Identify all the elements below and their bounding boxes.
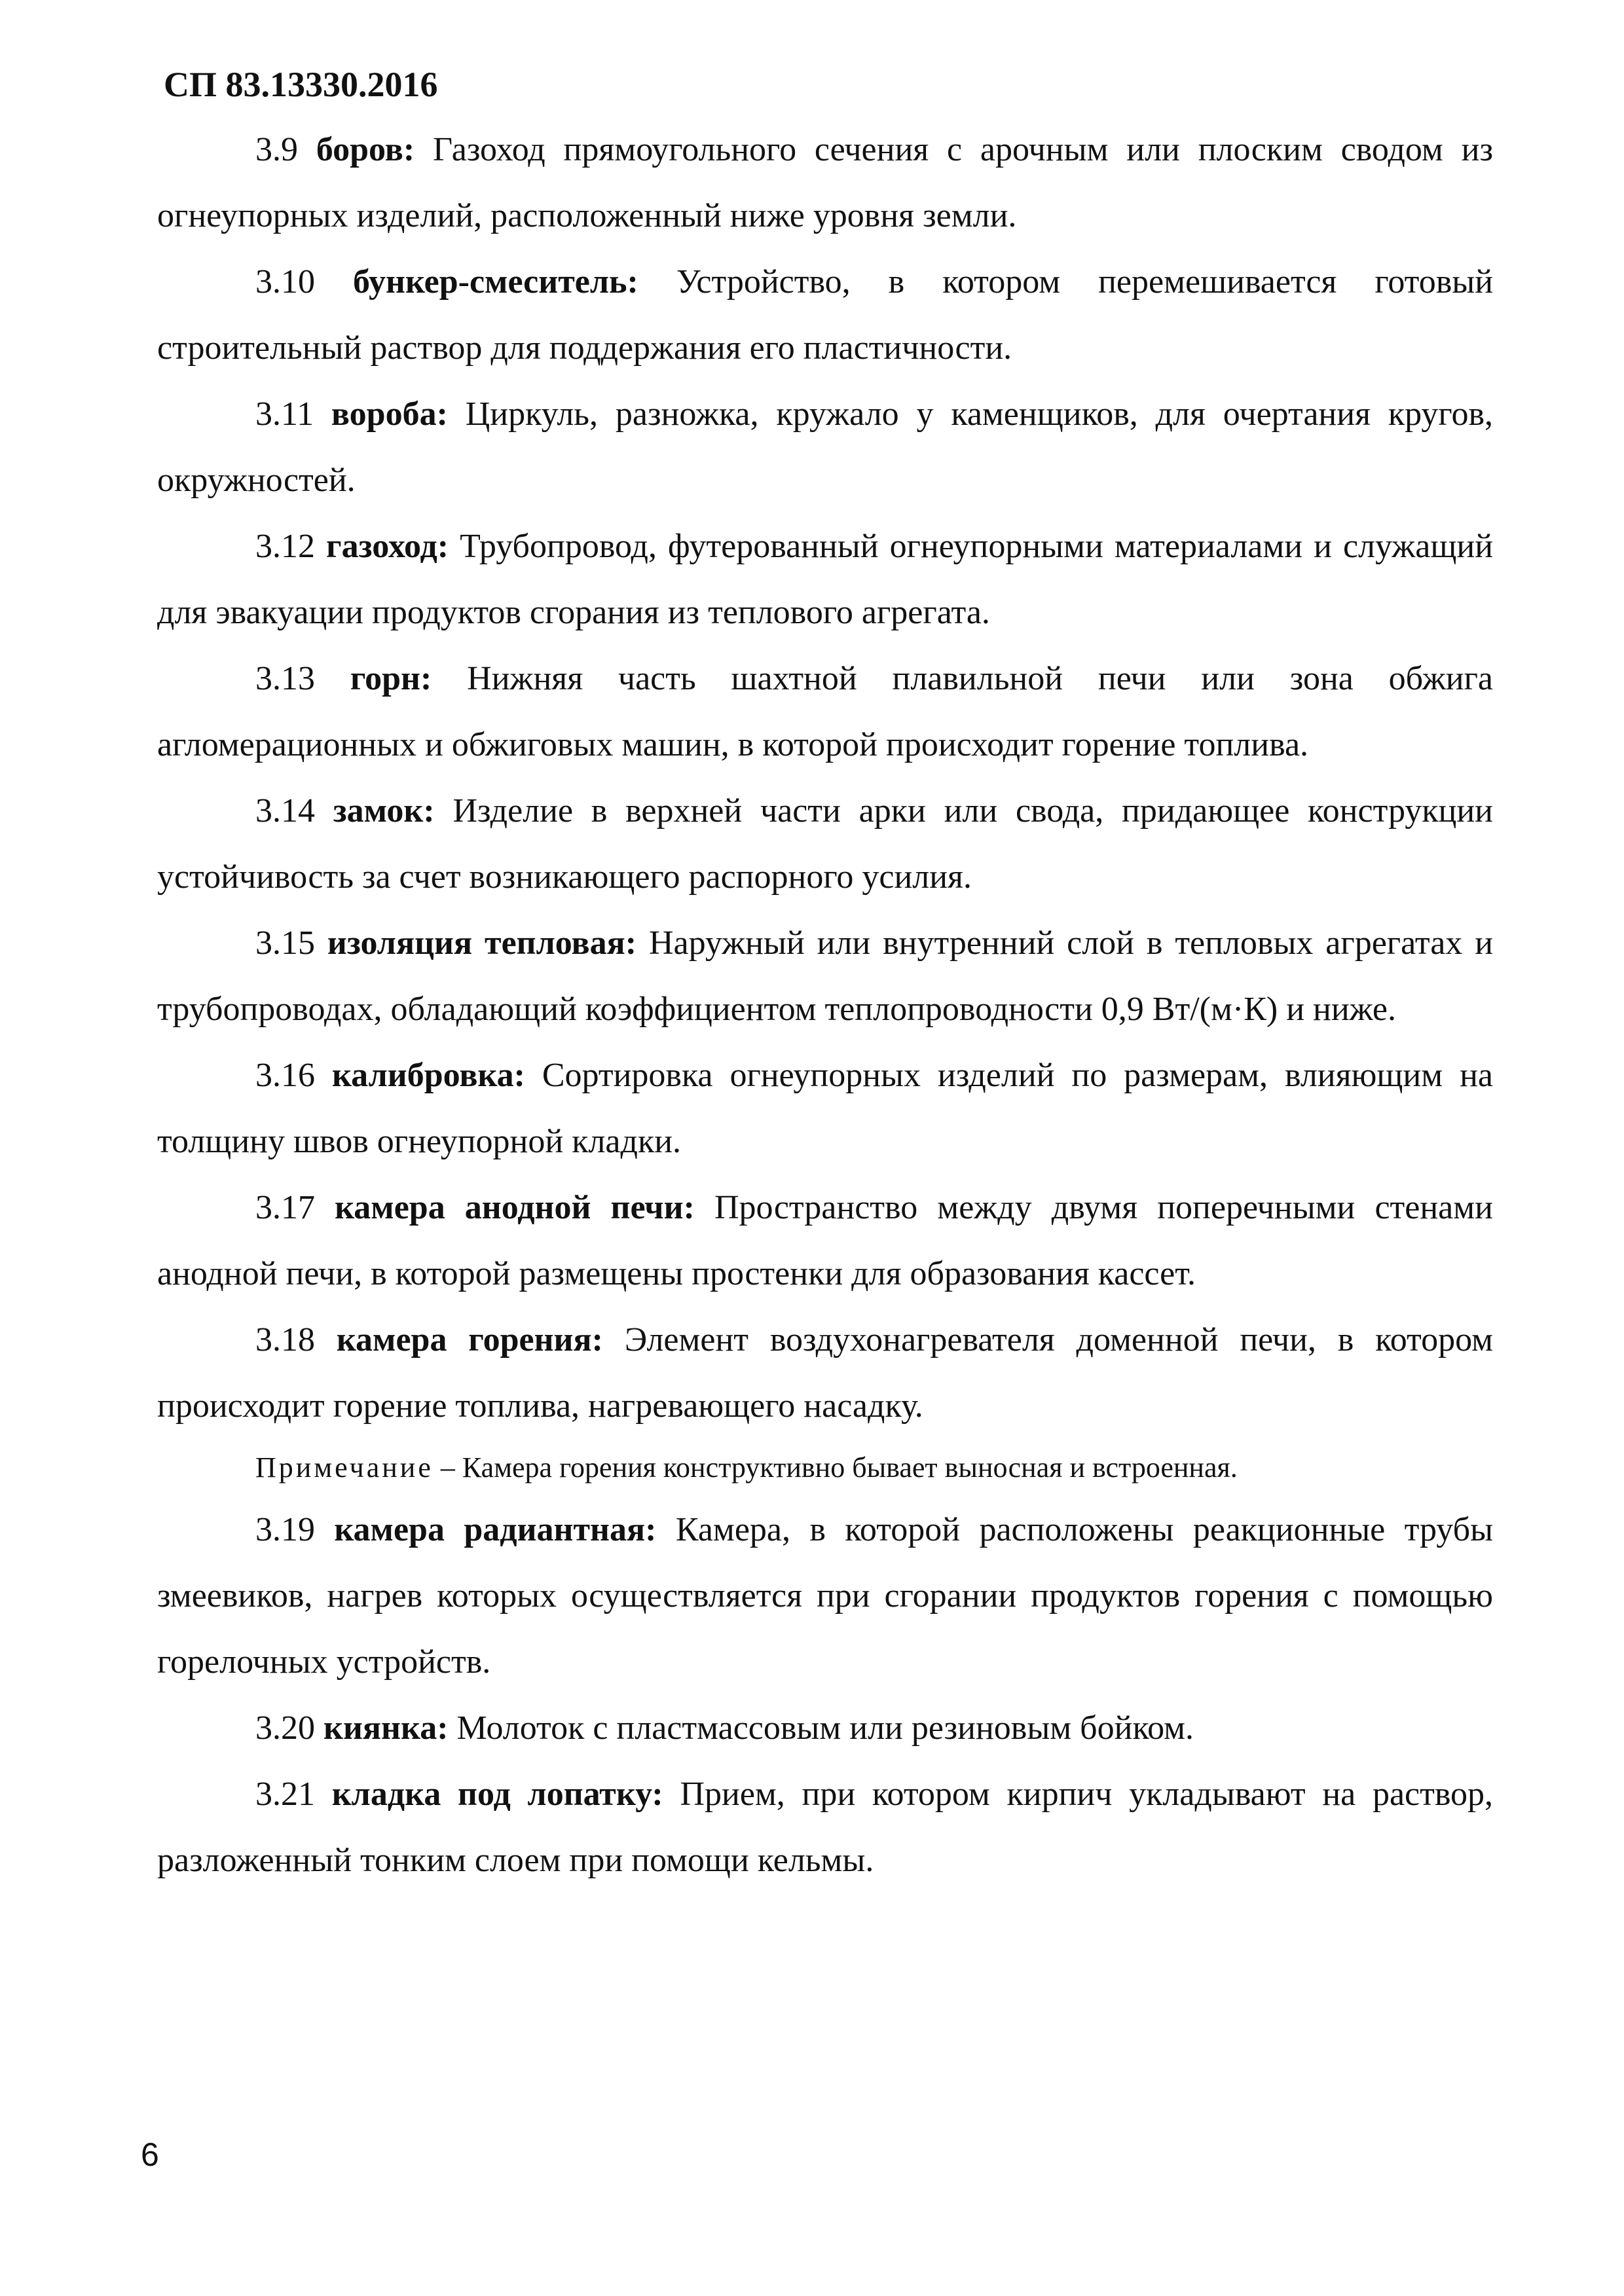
term-3-10: [157, 249, 1493, 381]
term-number: 3.9: [255, 131, 298, 168]
term-definition: Молоток с пластмассовым или резиновым бойком.: [456, 1709, 1194, 1747]
term-3-9: [157, 117, 1493, 249]
term-3-16: [157, 1042, 1493, 1175]
term-number: 3.18: [255, 1321, 315, 1358]
term-3-11: [157, 381, 1493, 513]
term-number: 3.11: [255, 395, 314, 433]
term-number: 3.15: [255, 924, 315, 962]
term-name: камера радиантная:: [334, 1511, 657, 1548]
term-definition: Элемент воздухонагревателя доменной печи, в котором происходит горение топлива, нагревающего насадку.: [157, 1321, 1494, 1425]
term-name: калибровка:: [331, 1057, 525, 1094]
term-name: газоход:: [326, 528, 449, 565]
term-definition: Изделие в верхней части арки или свода, придающее конструкции устойчивость за счет возникающего распорного усилия.: [157, 792, 1494, 896]
term-definition: Циркуль, разножка, кружало у каменщиков, для очертания кругов, окружностей.: [157, 395, 1493, 499]
term-definition: Сортировка огнеупорных изделий по размерам, влияющим на толщину швов огнеупорной кладки.: [157, 1057, 1494, 1160]
term-name: кладка под лопатку:: [331, 1776, 663, 1813]
term-3-18: [157, 1307, 1493, 1439]
term-3-12: [157, 513, 1493, 646]
term-name: изоляция тепловая:: [327, 924, 637, 962]
term-3-19: [157, 1497, 1493, 1695]
term-number: 3.19: [255, 1511, 315, 1548]
term-definition: Прием, при котором кирпич укладывают на раствор, разложенный тонким слоем при помощи кельмы.: [157, 1776, 1494, 1879]
note-label: Примечание: [255, 1451, 434, 1484]
term-name: боров:: [316, 131, 415, 168]
term-name: камера горения:: [336, 1321, 603, 1358]
term-number: 3.12: [255, 528, 315, 565]
term-name: горн:: [350, 660, 432, 697]
term-number: 3.10: [255, 263, 315, 301]
term-definition: Наружный или внутренний слой в тепловых агрегатах и трубопроводах, обладающий коэффициентом теплопроводности 0,9 Вт/(м·К) и ниже.: [157, 924, 1494, 1028]
term-definition: Пространство между двумя поперечными стенами анодной печи, в которой размещены простенки для образования кассет.: [157, 1189, 1493, 1292]
term-number: 3.14: [255, 792, 315, 829]
term-3-21: [157, 1761, 1493, 1893]
term-definition: Камера, в которой расположены реакционные трубы змеевиков, нагрев которых осуществляется при сгорании продуктов горения с помощью горелочных устройств.: [157, 1511, 1494, 1681]
term-3-15: [157, 910, 1493, 1042]
term-3-14: [157, 778, 1493, 910]
term-name: камера анодной печи:: [335, 1189, 695, 1226]
term-definition: Нижняя часть шахтной плавильной печи или зона обжига агломерационных и обжиговых машин, в которой происходит горение топлива.: [157, 660, 1493, 763]
term-name: бункер-смеситель:: [353, 263, 638, 301]
term-number: 3.13: [255, 660, 315, 697]
term-3-20: [157, 1695, 1493, 1761]
page-number: 6: [141, 2136, 159, 2173]
term-3-17: [157, 1175, 1493, 1307]
term-3-13: [157, 646, 1493, 778]
term-name: вороба:: [331, 395, 448, 433]
note: [157, 1439, 1493, 1497]
term-number: 3.16: [255, 1057, 315, 1094]
term-number: 3.20: [255, 1709, 315, 1747]
term-name: замок:: [333, 792, 435, 829]
document-code: СП 83.13330.2016: [164, 65, 438, 104]
term-definition: Устройство, в котором перемешивается готовый строительный раствор для поддержания его пластичности.: [157, 263, 1494, 367]
term-number: 3.17: [255, 1189, 315, 1226]
term-definition: Газоход прямоугольного сечения с арочным или плоским сводом из огнеупорных изделий, расположенный ниже уровня земли.: [157, 131, 1493, 234]
terms-list: [157, 117, 1493, 1893]
term-definition: Трубопровод, футерованный огнеупорными материалами и служащий для эвакуации продуктов сгорания из теплового агрегата.: [157, 528, 1494, 631]
term-number: 3.21: [255, 1776, 315, 1813]
note-text: – Камера горения конструктивно бывает выносная и встроенная.: [440, 1451, 1238, 1484]
term-name: киянка:: [323, 1709, 449, 1747]
